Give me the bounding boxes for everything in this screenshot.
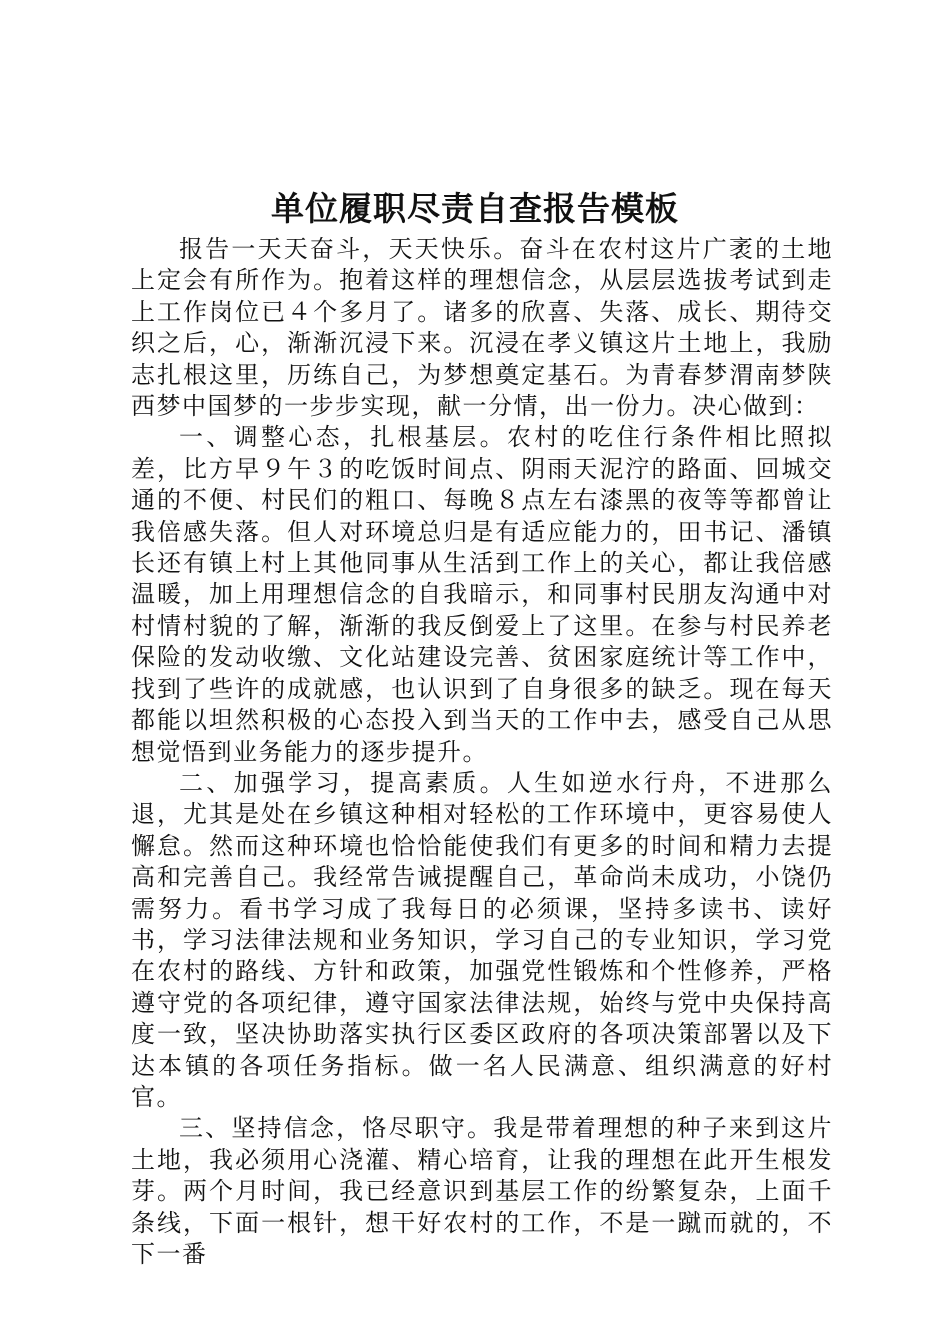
paragraph-intro: 报告一天天奋斗，天天快乐。奋斗在农村这片广袤的土地上定会有所作为。抱着这样的理想信念，从层层选拔考试到走上工作岗位已４个多月了。诸多的欣喜、失落、成长、期待交织之后，心，渐渐沉浸下来。沉浸在孝义镇这片土地上，我励志扎根这里，历练自己，为梦想奠定基石。为青春梦渭南梦陕西梦中国梦的一步步实现，献一分情，出一份力。决心做到： bbox=[131, 235, 833, 421]
document-body bbox=[131, 234, 833, 1270]
paragraph-section-2: 二、加强学习，提高素质。人生如逆水行舟，不进那么退，尤其是处在乡镇这种相对轻松的工作环境中，更容易使人懈怠。然而这种环境也恰恰能使我们有更多的时间和精力去提高和完善自己。我经常告诫提醒自己，革命尚未成功，小饶仍需努力。看书学习成了我每日的必须课，坚持多读书、读好书，学习法律法规和业务知识，学习自己的专业知识，学习党在农村的路线、方针和政策，加强党性锻炼和个性修养，严格遵守党的各项纪律，遵守国家法律法规，始终与党中央保持高度一致，坚决协助落实执行区委区政府的各项决策部署以及下达本镇的各项任务指标。做一名人民满意、组织满意的好村官。 bbox=[131, 768, 833, 1111]
paragraph-section-1: 一、调整心态，扎根基层。农村的吃住行条件相比照拟差，比方早９午３的吃饭时间点、阴雨天泥泞的路面、回城交通的不便、村民们的粗口、每晚８点左右漆黑的夜等等都曾让我倍感失落。但人对环境总归是有适应能力的，田书记、潘镇长还有镇上村上其他同事从生活到工作上的关心，都让我倍感温暖，加上用理想信念的自我暗示，和同事村民朋友沟通中对村情村貌的了解，渐渐的我反倒爱上了这里。在参与村民养老保险的发动收缴、文化站建设完善、贫困家庭统计等工作中，找到了些许的成就感，也认识到了自身很多的缺乏。现在每天都能以坦然积极的心态投入到当天的工作中去，感受自己从思想觉悟到业务能力的逐步提升。 bbox=[131, 423, 833, 766]
paragraph-section-3: 三、坚持信念，恪尽职守。我是带着理想的种子来到这片土地，我必须用心浇灌、精心培育，让我的理想在此开生根发芽。两个月时间，我已经意识到基层工作的纷繁复杂，上面千条线，下面一根针，想干好农村的工作，不是一蹴而就的，不下一番 bbox=[131, 1114, 833, 1268]
document-title: 单位履职尽责自查报告模板 bbox=[271, 189, 679, 228]
